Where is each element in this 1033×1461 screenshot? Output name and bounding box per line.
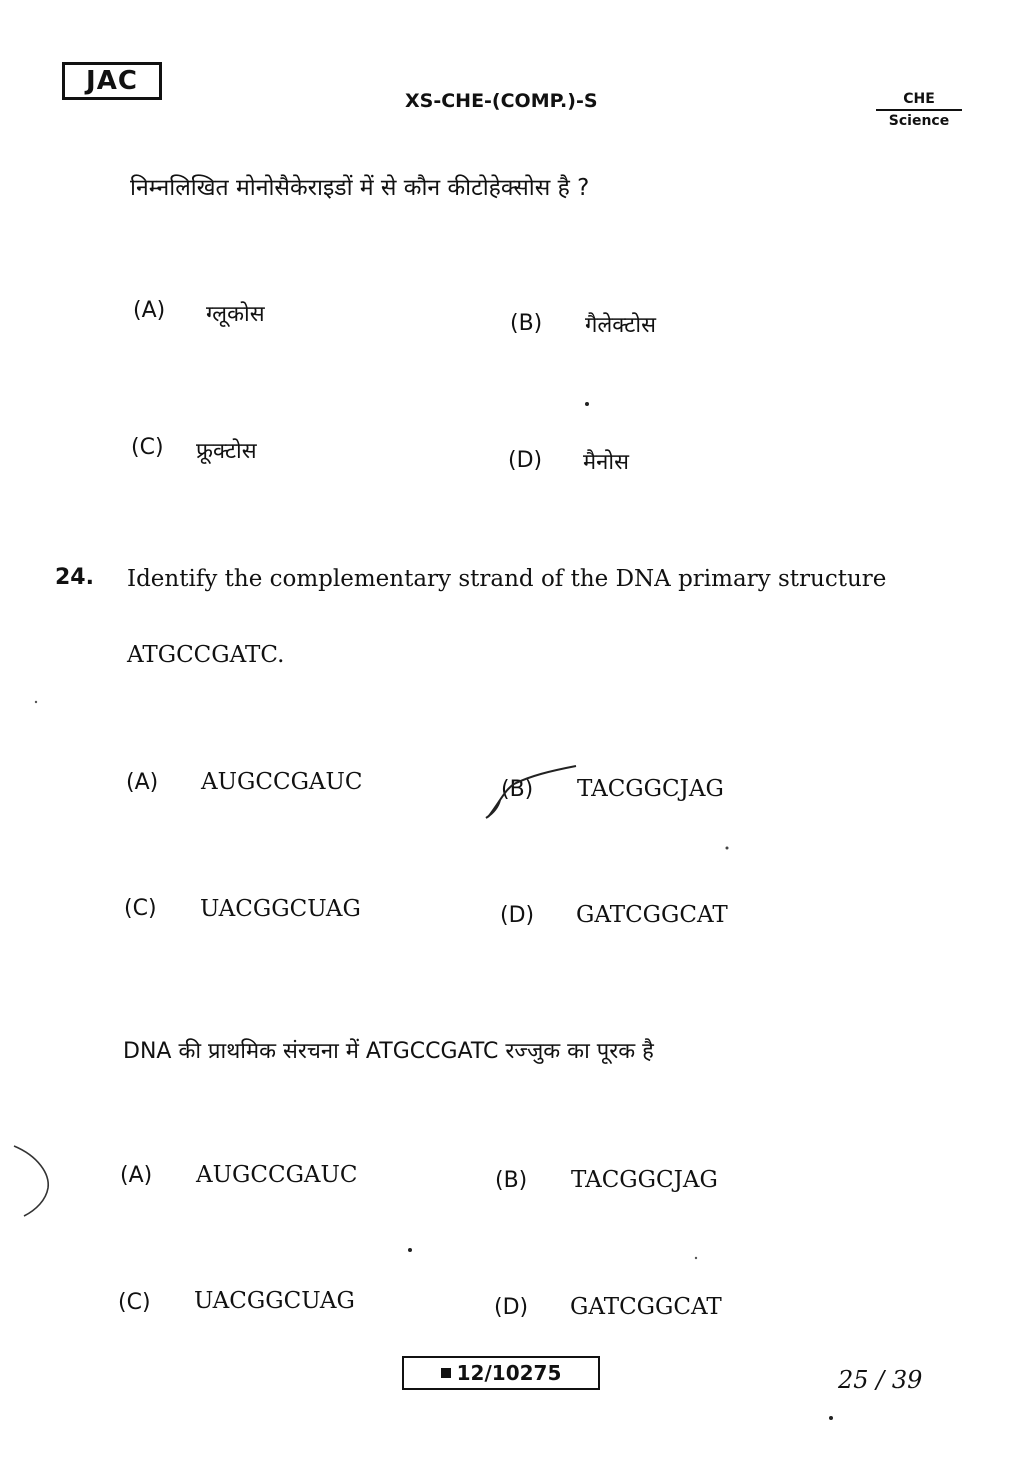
board-name: JAC <box>86 66 138 96</box>
q24-number: 24. <box>55 565 94 590</box>
q24-option-b-text: TACGGCJAG <box>577 776 724 802</box>
q24h-option-b-text: TACGGCJAG <box>571 1167 718 1193</box>
q24h-option-d-text: GATCGGCAT <box>570 1294 722 1320</box>
board-logo-box <box>62 62 162 100</box>
q24-hindi-question: DNA की प्राथमिक संरचना में ATGCCGATC रज्जुक का पूरक है <box>123 1039 654 1064</box>
page-number: 25 / 39 <box>838 1366 923 1394</box>
q23-option-d-text: मैनोस <box>583 450 629 475</box>
subject-label <box>876 90 962 130</box>
subject-code: CHE <box>876 90 962 111</box>
q24-option-d-label: (D) <box>500 903 535 928</box>
q24-option-d-text: GATCGGCAT <box>576 902 728 928</box>
q24-option-b-label: (B) <box>501 777 534 802</box>
paper-code: XS-CHE-(COMP.)-S <box>405 90 598 112</box>
margin-bracket-mark-icon <box>8 1140 54 1220</box>
q24-option-a-label: (A) <box>126 770 159 795</box>
filled-square-icon <box>441 1368 451 1378</box>
q24h-option-d-label: (D) <box>494 1295 529 1320</box>
q24h-option-b-label: (B) <box>495 1168 528 1193</box>
q24h-option-c-text: UACGGCUAG <box>194 1288 355 1314</box>
q23-option-c-text: फ्रूक्टोस <box>196 439 257 464</box>
q24-option-a-text: AUGCCGAUC <box>201 769 363 795</box>
q24-question-line2: ATGCCGATC. <box>127 642 285 668</box>
q24h-option-a-label: (A) <box>120 1163 153 1188</box>
booklet-code: 12/10275 <box>456 1361 562 1385</box>
q23-option-d-label: (D) <box>508 448 543 473</box>
q23-option-b-label: (B) <box>510 311 543 336</box>
q24h-option-a-text: AUGCCGAUC <box>196 1162 358 1188</box>
q23-option-c-label: (C) <box>131 435 164 460</box>
q23-option-a-label: (A) <box>133 298 166 323</box>
q23-option-b-text: गैलेक्टोस <box>585 313 656 338</box>
q24-option-c-text: UACGGCUAG <box>200 896 361 922</box>
booklet-code-box <box>402 1356 600 1390</box>
q23-option-a-text: ग्लूकोस <box>206 302 265 327</box>
subject-name: Science <box>888 113 950 129</box>
q24-question-line1: Identify the complementary strand of the DNA primary structure <box>127 566 887 592</box>
q23-hindi-question: निम्नलिखित मोनोसैकेराइडों में से कौन कीटोहेक्सोस है ? <box>130 175 590 201</box>
q24-option-c-label: (C) <box>124 896 157 921</box>
q24h-option-c-label: (C) <box>118 1290 151 1315</box>
